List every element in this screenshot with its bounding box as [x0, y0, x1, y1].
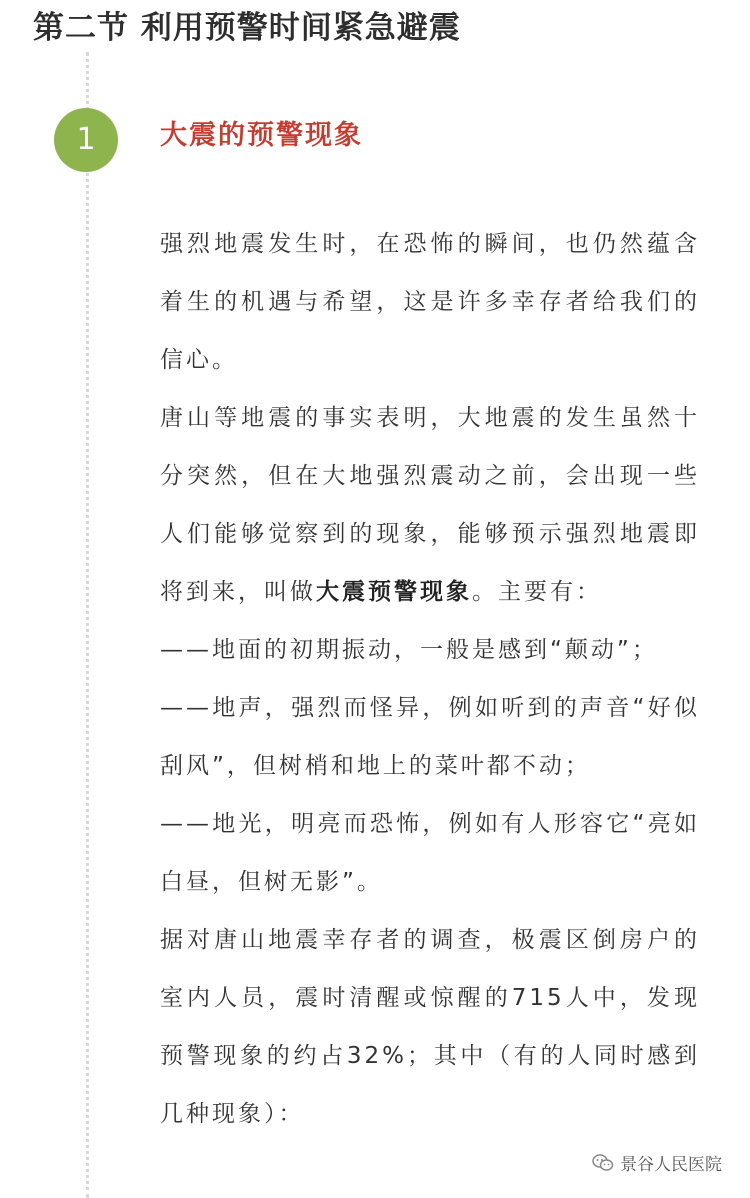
paragraph-tangshan: [160, 389, 700, 621]
paragraph-text: 唐山等地震的事实表明，大地震的发生虽然十分突然，但在大地强烈震动之前，会出现一些人们能够觉察到的现象，能够预示强烈地震即将到来，叫做: [160, 405, 700, 605]
section-title: 第二节 利用预警时间紧急避震: [33, 10, 461, 46]
step-number-badge: 1: [54, 108, 118, 172]
source-watermark: [592, 1150, 722, 1175]
list-item-ground-sound: ——地声，强烈而怪异，例如听到的声音“好似刮风”，但树梢和地上的菜叶都不动；: [160, 695, 700, 779]
paragraph-intro: 强烈地震发生时，在恐怖的瞬间，也仍然蕴含着生的机遇与希望，这是许多幸存者给我们的信心。: [160, 231, 700, 373]
list-item-ground-light: ——地光，明亮而恐怖，例如有人形容它“亮如白昼，但树无影”。: [160, 811, 700, 895]
paragraph-survey: 据对唐山地震幸存者的调查，极震区倒房户的室内人员，震时清醒或惊醒的715人中，发现预警现象的约占32%；其中（有的人同时感到几种现象）：: [160, 927, 700, 1127]
watermark-text: 景谷人民医院: [620, 1155, 722, 1175]
paragraph-text-end: 。主要有：: [472, 579, 602, 605]
wechat-icon: [592, 1154, 614, 1172]
timeline-dotted-line: [86, 52, 89, 1198]
bold-term: 大震预警现象: [316, 579, 472, 605]
subsection-heading: 大震的预警现象: [160, 120, 363, 151]
list-item-ground-vibration: ——地面的初期振动，一般是感到“颠动”；: [160, 637, 658, 663]
article-body: [160, 215, 700, 1143]
